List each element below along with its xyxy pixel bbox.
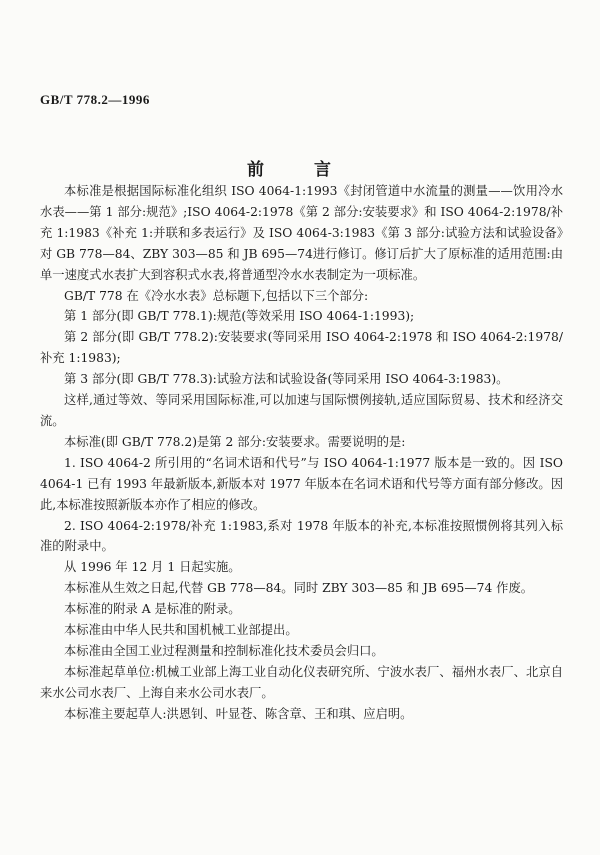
paragraph: 第 3 部分(即 GB/T 778.3):试验方法和试验设备(等同采用 ISO 4064-3:1983)。: [64, 372, 509, 387]
paragraph: 本标准起草单位:机械工业部上海工业自动化仪表研究所、宁波水表厂、福州水表厂、北京自来水公司水表厂、上海自来水公司水表厂。: [40, 664, 563, 700]
paragraph: 这样,通过等效、等同采用国际标准,可以加速与国际惯例接轨,适应国际贸易、技术和经济交流。: [40, 393, 563, 428]
foreword-body: [40, 181, 563, 725]
paragraph: 本标准主要起草人:洪恩钊、叶显苍、陈含章、王和琪、应启明。: [64, 706, 413, 721]
paragraph: 本标准(即 GB/T 778.2)是第 2 部分:安装要求。需要说明的是:: [64, 434, 406, 449]
paragraph: 本标准从生效之日起,代替 GB 778—84。同时 ZBY 303—85 和 JB 695—74 作废。: [64, 581, 534, 596]
paragraph: 本标准的附录 A 是标准的附录。: [64, 602, 241, 617]
paragraph: GB/T 778 在《冷水水表》总标题下,包括以下三个部分:: [64, 288, 369, 303]
paragraph: 从 1996 年 12 月 1 日起实施。: [64, 560, 241, 575]
page-title: 前 言: [247, 160, 353, 180]
paragraph: 1. ISO 4064-2 所引用的“名词术语和代号”与 ISO 4064-1:1977 版本是一致的。因 ISO 4064-1 已有 1993 年最新版本,新版本对 1977 年版本在名词术语和代号等方面有部分修改。因此,本标准按照新版本亦作了相应的修改。: [40, 455, 563, 512]
paragraph: 第 1 部分(即 GB/T 778.1):规范(等效采用 ISO 4064-1:1993);: [64, 309, 415, 324]
paragraph: 第 2 部分(即 GB/T 778.2):安装要求(等同采用 ISO 4064-2:1978 和 ISO 4064-2:1978/补充 1:1983);: [40, 330, 563, 366]
paragraph: 本标准由全国工业过程测量和控制标准化技术委员会归口。: [64, 643, 384, 658]
paragraph: 本标准是根据国际标准化组织 ISO 4064-1:1993《封闭管道中水流量的测量——饮用冷水水表——第 1 部分:规范》;ISO 4064-2:1978《第 2 部分:安装要求》和 ISO 4064-2:1978/补充 1:1983《补充 1:并联和多表运行》及 ISO 4064-3:1983《第 3 部分:试验方法和试验设备》对 GB 778—84、ZBY 303—85 和 JB 695—74进行修订。修订后扩大了原标准的适用范围:由单一速度式水表扩大到容积式水表,将普通型冷水水表制定为一项标准。: [40, 184, 563, 282]
standard-number: GB/T 778.2—1996: [40, 92, 150, 107]
paragraph: 本标准由中华人民共和国机械工业部提出。: [64, 623, 298, 638]
paragraph: 2. ISO 4064-2:1978/补充 1:1983,系对 1978 年版本的补充,本标准按照惯例将其列入标准的附录中。: [40, 518, 563, 554]
